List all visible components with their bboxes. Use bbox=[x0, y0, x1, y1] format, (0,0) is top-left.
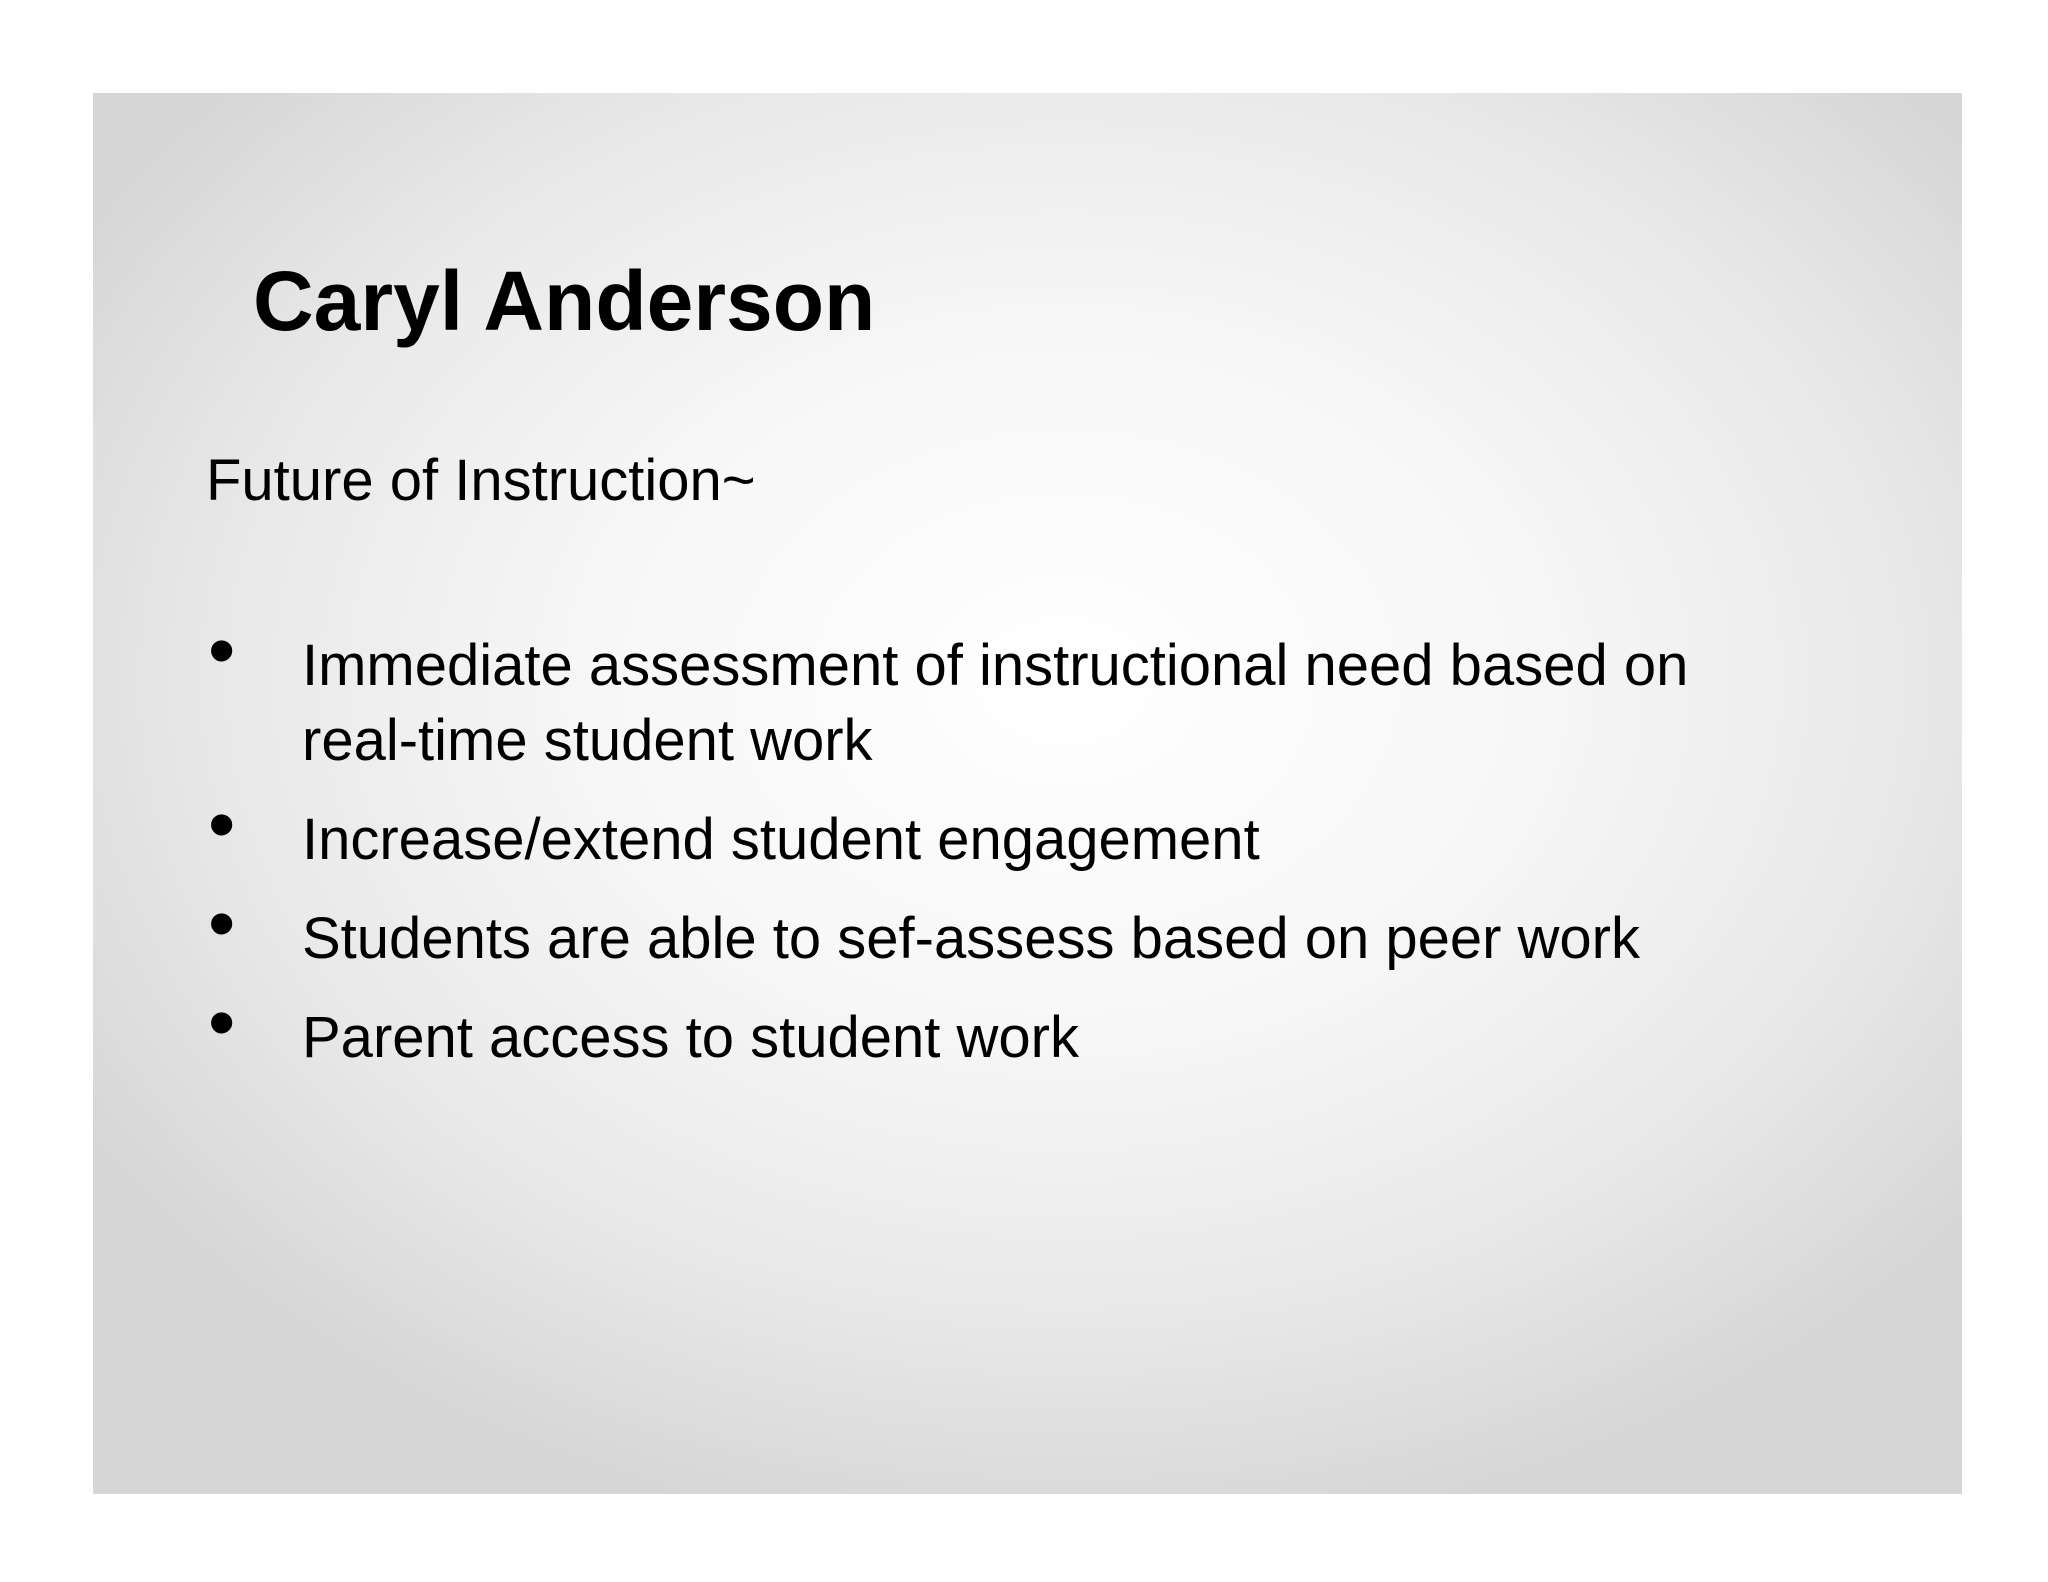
slide-subtitle: Future of Instruction~ bbox=[206, 448, 756, 513]
bullet-item bbox=[208, 606, 1908, 778]
bullet-text: Increase/extend student engagement bbox=[302, 807, 1260, 872]
bullet-icon: • bbox=[208, 978, 236, 1066]
bullet-text bbox=[302, 618, 1908, 778]
bullet-icon: • bbox=[208, 879, 236, 967]
bullet-text: Parent access to student work bbox=[302, 1005, 1079, 1070]
bullet-text-line: real-time student work bbox=[302, 708, 873, 773]
slide-title: Caryl Anderson bbox=[253, 254, 876, 348]
bullet-list bbox=[208, 606, 1908, 1089]
slide bbox=[93, 93, 1962, 1494]
bullet-icon: • bbox=[208, 606, 236, 694]
bullet-icon: • bbox=[208, 780, 236, 868]
bullet-text: Students are able to sef-assess based on peer work bbox=[302, 906, 1640, 971]
bullet-item bbox=[208, 780, 1908, 877]
bullet-item bbox=[208, 879, 1908, 976]
bullet-text-line: Immediate assessment of instructional need based on bbox=[302, 633, 1689, 698]
bullet-item bbox=[208, 978, 1908, 1075]
